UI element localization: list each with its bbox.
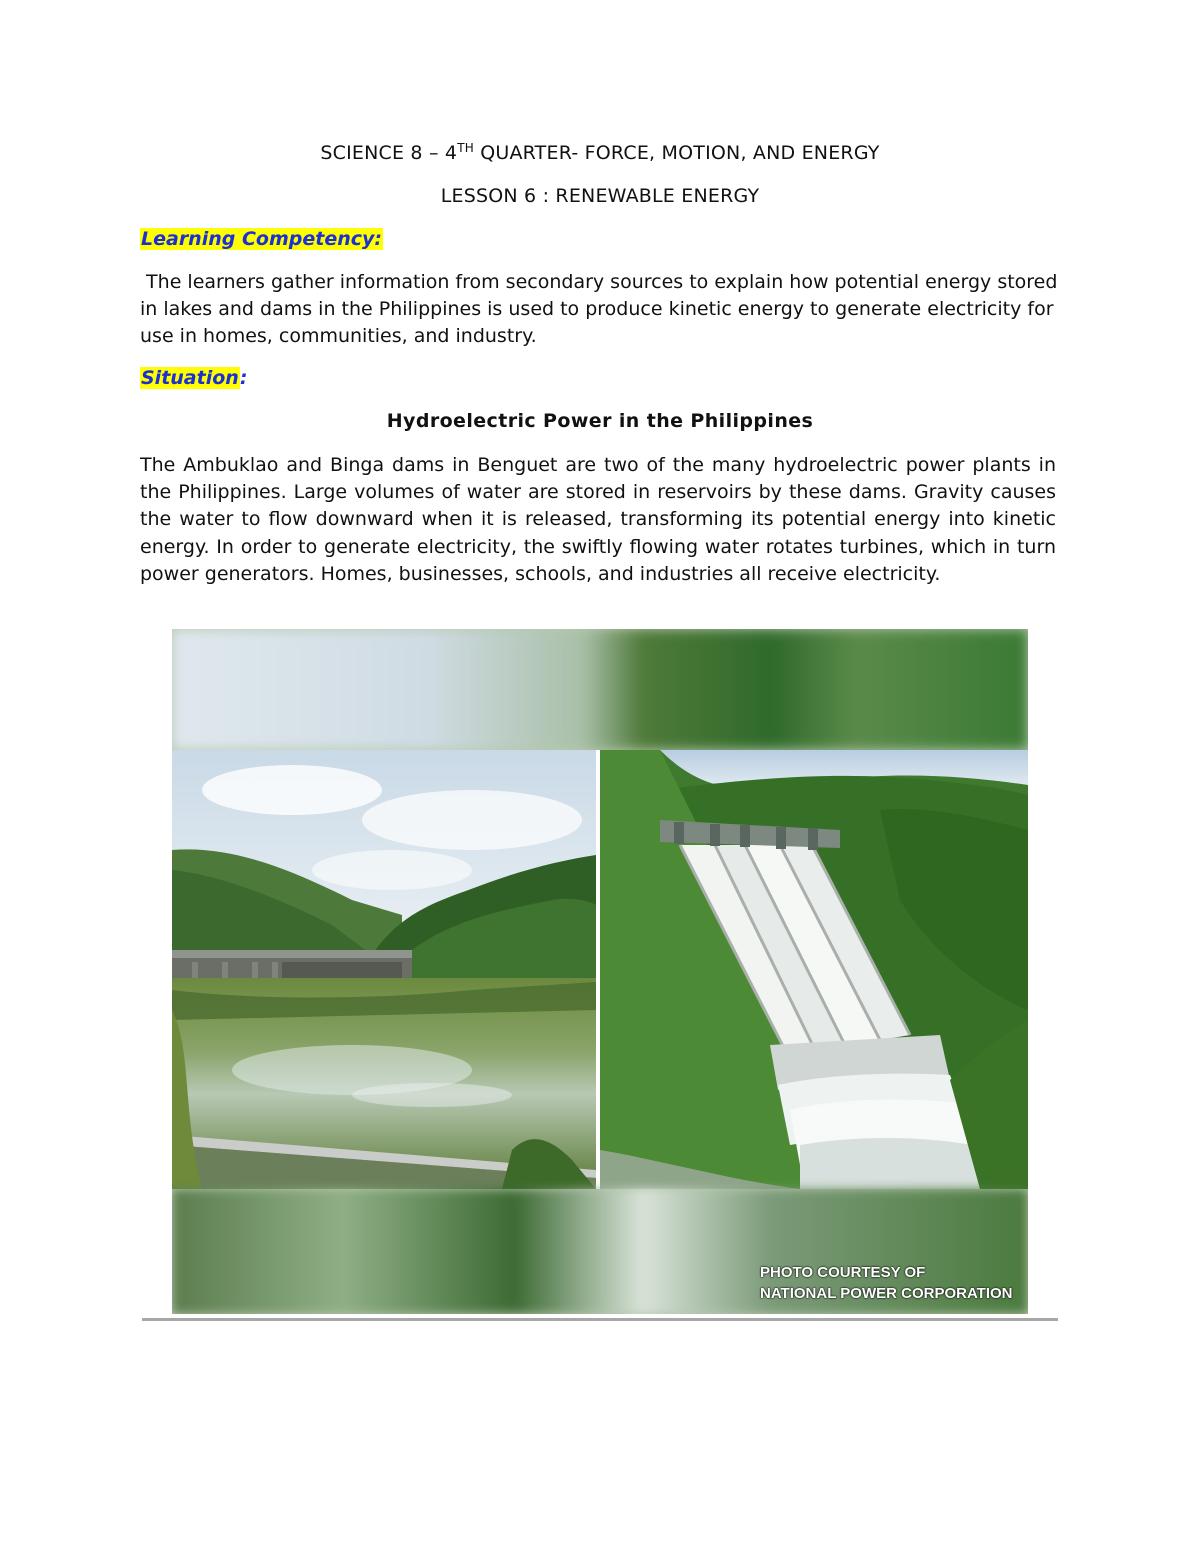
section-heading: Hydroelectric Power in the Philippines <box>386 410 814 432</box>
situation-paragraph: The Ambuklao and Binga dams in Benguet are two of the many hydroelectric power plants in the Philippines. Large volumes of water are stored in reservoirs by these dams. Gravity causes the water to flow downward when it is released, transforming its potential energy into kinetic energy. In order to generate electricity, the swiftly flowing water rotates turbines, which in turn power generators. Homes, businesses, schools, and industries all receive electricity. <box>140 454 1056 585</box>
title-prefix: SCIENCE 8 – 4 <box>320 142 458 164</box>
competency-label-text: Learning Competency: <box>141 228 382 250</box>
situation-label-text: Situation <box>141 367 239 389</box>
competency-label <box>140 228 383 250</box>
dam-photo-collage <box>172 629 1028 1314</box>
situation-label-colon: : <box>239 367 248 389</box>
ambuklao-dam-photo <box>172 750 596 1189</box>
lesson-title: LESSON 6 : RENEWABLE ENERGY <box>440 185 760 207</box>
photo-blur-top <box>172 629 1028 750</box>
title-suffix: QUARTER- FORCE, MOTION, AND ENERGY <box>473 142 880 164</box>
competency-text: The learners gather information from secondary sources to explain how potential energy stored in lakes and dams in the Philippines is used to produce kinetic energy to generate electricity for use in homes, communities, and industry. <box>140 271 1064 347</box>
title-superscript: TH <box>457 141 474 155</box>
photo-credit: PHOTO COURTESY OF NATIONAL POWER CORPORATION <box>760 1264 1013 1302</box>
document-title <box>0 142 1200 164</box>
situation-label <box>140 367 247 389</box>
horizontal-rule <box>142 1318 1058 1321</box>
binga-dam-photo <box>600 750 1028 1189</box>
